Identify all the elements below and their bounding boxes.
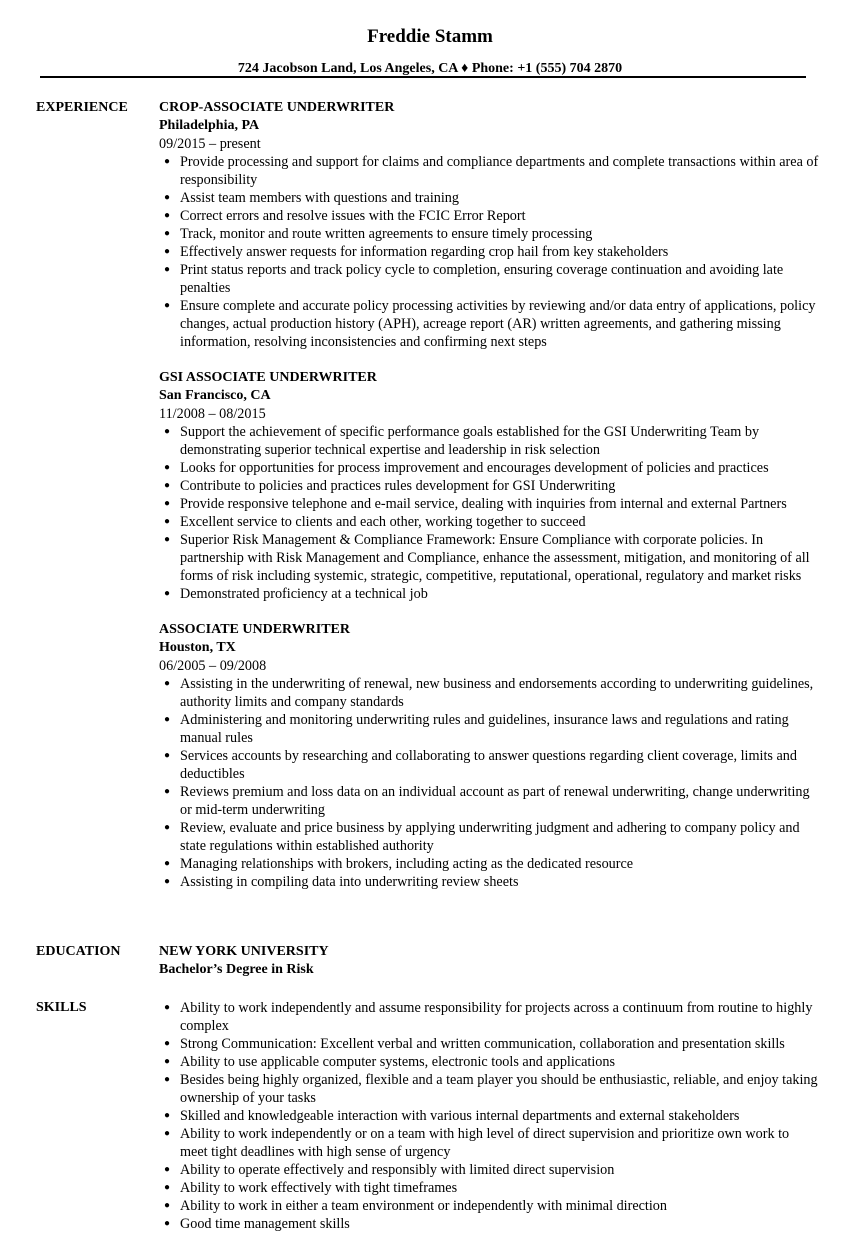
list-item-text: Managing relationships with brokers, including acting as the dedicated resource bbox=[180, 856, 634, 872]
list-item bbox=[159, 1053, 819, 1071]
list-item-text: Support the achievement of specific performance goals established for the GSI Underwriting Team by demonstrating superior technical expertise and leadership in risk selection bbox=[180, 424, 760, 458]
list-item bbox=[159, 297, 819, 351]
job-dates: 11/2008 – 08/2015 bbox=[159, 406, 266, 422]
bullet-icon: ● bbox=[164, 876, 171, 887]
list-item bbox=[159, 783, 819, 819]
section-label-skills: SKILLS bbox=[36, 1000, 87, 1015]
list-item bbox=[159, 459, 819, 477]
list-item bbox=[159, 1197, 819, 1215]
bullet-icon: ● bbox=[164, 300, 171, 311]
list-item bbox=[159, 513, 819, 531]
list-item bbox=[159, 261, 819, 297]
list-item bbox=[159, 747, 819, 783]
skills-body bbox=[159, 999, 819, 1233]
bullet-icon: ● bbox=[164, 228, 171, 239]
list-item-text: Effectively answer requests for information regarding crop hail from key stakeholders bbox=[180, 244, 669, 260]
list-item bbox=[159, 189, 819, 207]
list-item-text: Reviews premium and loss data on an individual account as part of renewal underwriting, change underwriting or mid-term underwriting bbox=[180, 784, 810, 818]
list-item-text: Demonstrated proficiency at a technical job bbox=[180, 586, 428, 602]
list-item bbox=[159, 207, 819, 225]
bullet-icon: ● bbox=[164, 822, 171, 833]
list-item-text: Looks for opportunities for process improvement and encourages development of policies and practices bbox=[180, 460, 769, 476]
list-item bbox=[159, 1107, 819, 1125]
list-item-text: Ability to work independently and assume responsibility for projects across a continuum from routine to highly complex bbox=[180, 1000, 813, 1034]
list-item bbox=[159, 1215, 819, 1233]
job-dates: 09/2015 – present bbox=[159, 136, 261, 152]
list-item bbox=[159, 675, 819, 711]
list-item-text: Besides being highly organized, flexible and a team player you should be enthusiastic, reliable, and enjoy taking ownership of your tasks bbox=[180, 1072, 818, 1106]
job-bullets bbox=[159, 423, 819, 603]
list-item bbox=[159, 855, 819, 873]
bullet-icon: ● bbox=[164, 480, 171, 491]
bullet-icon: ● bbox=[164, 1182, 171, 1193]
candidate-name: Freddie Stamm bbox=[367, 26, 493, 47]
list-item-text: Provide processing and support for claims and compliance departments and complete transactions within area of responsibility bbox=[180, 154, 819, 188]
bullet-icon: ● bbox=[164, 462, 171, 473]
list-item bbox=[159, 999, 819, 1035]
list-item-text: Correct errors and resolve issues with the FCIC Error Report bbox=[180, 208, 526, 224]
bullet-icon: ● bbox=[164, 516, 171, 527]
address: 724 Jacobson Land, Los Angeles, CA bbox=[237, 61, 458, 76]
list-item bbox=[159, 495, 819, 513]
list-item-text: Skilled and knowledgeable interaction with various internal departments and external stakeholders bbox=[180, 1108, 740, 1124]
section-label-education: EDUCATION bbox=[36, 944, 121, 959]
list-item bbox=[159, 1125, 819, 1161]
list-item-text: Ability to operate effectively and responsibly with limited direct supervision bbox=[180, 1162, 615, 1178]
list-item bbox=[159, 585, 819, 603]
bullet-icon: ● bbox=[164, 858, 171, 869]
phone: Phone: +1 (555) 704 2870 bbox=[471, 61, 623, 76]
list-item bbox=[159, 225, 819, 243]
bullet-icon: ● bbox=[164, 1056, 171, 1067]
list-item bbox=[159, 1179, 819, 1197]
list-item-text: Services accounts by researching and collaborating to answer questions regarding client coverage, limits and deductibles bbox=[180, 748, 797, 782]
job-title: ASSOCIATE UNDERWRITER bbox=[159, 622, 351, 637]
bullet-icon: ● bbox=[164, 1074, 171, 1085]
list-item-text: Ability to work independently or on a team with high level of direct supervision and prioritize own work to meet tight deadlines with high sense of urgency bbox=[180, 1126, 790, 1160]
job-bullets bbox=[159, 675, 819, 891]
bullet-icon: ● bbox=[164, 1200, 171, 1211]
experience-list bbox=[159, 99, 819, 909]
list-item-text: Review, evaluate and price business by applying underwriting judgment and adhering to company policy and state regulations within established authority bbox=[180, 820, 800, 854]
job-location: San Francisco, CA bbox=[159, 388, 271, 403]
list-item-text: Provide responsive telephone and e-mail service, dealing with inquiries from internal and external Partners bbox=[180, 496, 787, 512]
job-location: Houston, TX bbox=[159, 640, 236, 655]
list-item bbox=[159, 153, 819, 189]
section-label-experience: EXPERIENCE bbox=[36, 100, 128, 115]
school-name: NEW YORK UNIVERSITY bbox=[159, 944, 329, 959]
list-item bbox=[159, 711, 819, 747]
list-item-text: Good time management skills bbox=[180, 1216, 350, 1232]
diamond-separator-icon: ♦ bbox=[461, 61, 469, 76]
bullet-icon: ● bbox=[164, 210, 171, 221]
list-item bbox=[159, 819, 819, 855]
resume-header bbox=[0, 0, 860, 78]
bullet-icon: ● bbox=[164, 1110, 171, 1121]
job-title: CROP-ASSOCIATE UNDERWRITER bbox=[159, 100, 395, 115]
bullet-icon: ● bbox=[164, 750, 171, 761]
list-item-text: Ensure complete and accurate policy processing activities by reviewing and/or data entry of applications, policy changes, actual production history (APH), acreage report (AR) written agreements, and gathering missing information, resolving inconsistencies and confirming next steps bbox=[180, 298, 816, 350]
job-location: Philadelphia, PA bbox=[159, 118, 260, 133]
bullet-icon: ● bbox=[164, 246, 171, 257]
list-item-text: Superior Risk Management & Compliance Framework: Ensure Compliance with corporate policies. In partnership with Risk Management and Compliance, enhance the assessment, mitigation, and monitoring of all forms of risk including systemic, strategic, competitive, reputational, operational, regulatory and market risks bbox=[180, 532, 810, 584]
list-item-text: Contribute to policies and practices rules development for GSI Underwriting bbox=[180, 478, 616, 494]
header-divider bbox=[40, 76, 806, 78]
bullet-icon: ● bbox=[164, 426, 171, 437]
list-item bbox=[159, 873, 819, 891]
list-item-text: Assisting in the underwriting of renewal, new business and endorsements according to underwriting guidelines, authority limits and company standards bbox=[180, 676, 814, 710]
list-item-text: Assisting in compiling data into underwriting review sheets bbox=[180, 874, 519, 890]
list-item bbox=[159, 477, 819, 495]
education-body bbox=[159, 943, 819, 979]
bullet-icon: ● bbox=[164, 1002, 171, 1013]
list-item-text: Ability to use applicable computer systems, electronic tools and applications bbox=[180, 1054, 615, 1070]
bullet-icon: ● bbox=[164, 192, 171, 203]
list-item-text: Administering and monitoring underwriting rules and guidelines, insurance laws and regulations and rating manual rules bbox=[180, 712, 789, 746]
list-item-text: Strong Communication: Excellent verbal and written communication, collaboration and presentation skills bbox=[180, 1036, 785, 1052]
list-item-text: Ability to work in either a team environment or independently with minimal direction bbox=[180, 1198, 667, 1214]
list-item-text: Track, monitor and route written agreements to ensure timely processing bbox=[180, 226, 593, 242]
list-item-text: Ability to work effectively with tight timeframes bbox=[180, 1180, 458, 1196]
job-title: GSI ASSOCIATE UNDERWRITER bbox=[159, 370, 377, 385]
skills-list bbox=[159, 999, 819, 1233]
list-item bbox=[159, 531, 819, 585]
bullet-icon: ● bbox=[164, 1128, 171, 1139]
bullet-icon: ● bbox=[164, 534, 171, 545]
bullet-icon: ● bbox=[164, 588, 171, 599]
list-item bbox=[159, 1071, 819, 1107]
bullet-icon: ● bbox=[164, 498, 171, 509]
job-bullets bbox=[159, 153, 819, 351]
bullet-icon: ● bbox=[164, 1164, 171, 1175]
bullet-icon: ● bbox=[164, 156, 171, 167]
degree: Bachelor’s Degree in Risk bbox=[159, 962, 314, 977]
job-entry bbox=[159, 99, 819, 351]
bullet-icon: ● bbox=[164, 786, 171, 797]
bullet-icon: ● bbox=[164, 1218, 171, 1229]
list-item-text: Excellent service to clients and each other, working together to succeed bbox=[180, 514, 586, 530]
job-entry bbox=[159, 369, 819, 603]
bullet-icon: ● bbox=[164, 1038, 171, 1049]
list-item bbox=[159, 423, 819, 459]
list-item bbox=[159, 1035, 819, 1053]
list-item-text: Print status reports and track policy cycle to completion, ensuring coverage continuation and avoiding late penalties bbox=[180, 262, 784, 296]
bullet-icon: ● bbox=[164, 678, 171, 689]
list-item-text: Assist team members with questions and training bbox=[180, 190, 459, 206]
bullet-icon: ● bbox=[164, 264, 171, 275]
job-dates: 06/2005 – 09/2008 bbox=[159, 658, 267, 674]
bullet-icon: ● bbox=[164, 714, 171, 725]
list-item bbox=[159, 243, 819, 261]
job-entry bbox=[159, 621, 819, 891]
list-item bbox=[159, 1161, 819, 1179]
